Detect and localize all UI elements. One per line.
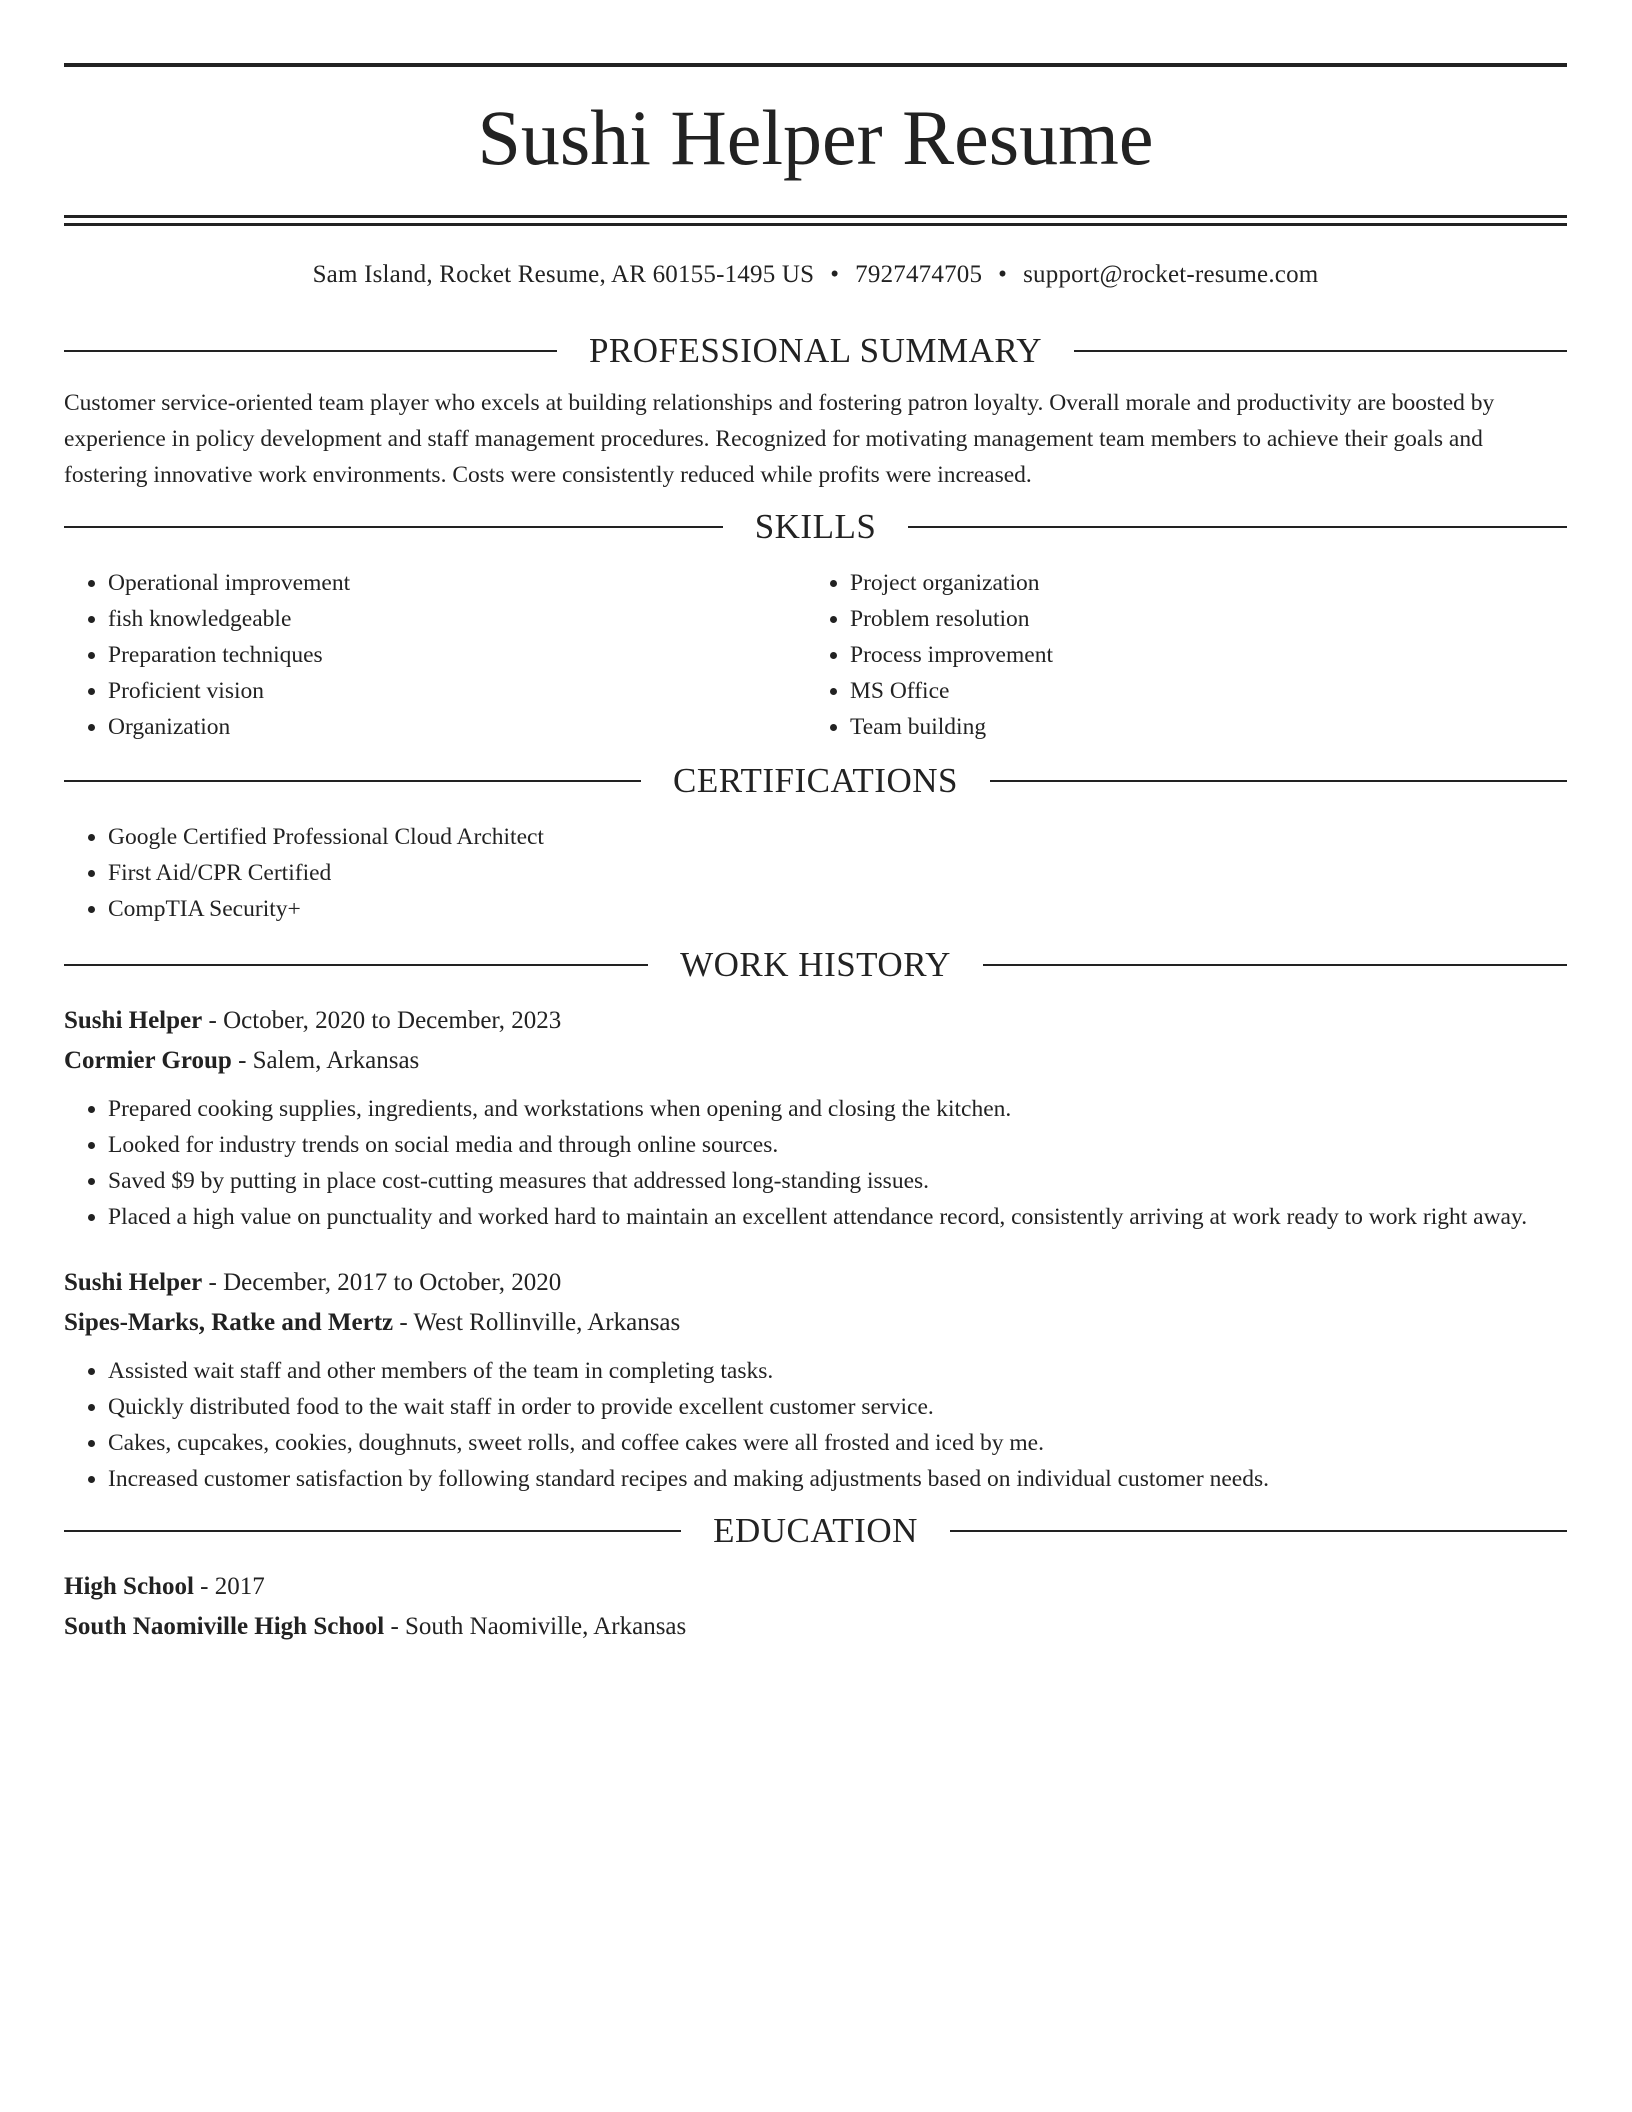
education-degree-line bbox=[64, 1567, 1567, 1607]
divider-line bbox=[64, 350, 557, 352]
dash: - bbox=[399, 1309, 408, 1336]
dash: - bbox=[208, 1269, 217, 1296]
job-bullet: • Looked for industry trends on social media and through online sources. bbox=[108, 1127, 1567, 1163]
contact-phone[interactable]: 7927474705 bbox=[855, 261, 983, 288]
job-title-line bbox=[64, 1001, 1567, 1041]
skills-column-left bbox=[64, 565, 806, 745]
contact-separator: • bbox=[998, 261, 1008, 288]
skill-item: • Project organization bbox=[850, 565, 1567, 601]
job-dates: December, 2017 to October, 2020 bbox=[223, 1269, 562, 1296]
skill-item: • Preparation techniques bbox=[108, 637, 806, 673]
job-bullet: • Saved $9 by putting in place cost-cutting measures that addressed long-standing issues. bbox=[108, 1163, 1567, 1199]
skill-item: • Proficient vision bbox=[108, 673, 806, 709]
certification-item: • Google Certified Professional Cloud Architect bbox=[108, 819, 1567, 855]
job-entry bbox=[64, 1263, 1567, 1497]
job-title: Sushi Helper bbox=[64, 1269, 203, 1296]
dash: - bbox=[238, 1047, 247, 1074]
skill-item: • fish knowledgeable bbox=[108, 601, 806, 637]
resume-page bbox=[64, 63, 1567, 1647]
job-bullet: • Quickly distributed food to the wait staff in order to provide excellent customer service. bbox=[108, 1389, 1567, 1425]
job-company-line bbox=[64, 1041, 1567, 1081]
job-location: West Rollinville, Arkansas bbox=[413, 1309, 681, 1336]
certifications-heading: CERTIFICATIONS bbox=[673, 761, 958, 800]
title-double-rule bbox=[64, 215, 1567, 226]
skills-column-right bbox=[806, 565, 1567, 745]
job-bullet: • Increased customer satisfaction by following standard recipes and making adjustments based on individual customer needs. bbox=[108, 1461, 1567, 1497]
job-entry bbox=[64, 1001, 1567, 1235]
certification-item: • First Aid/CPR Certified bbox=[108, 855, 1567, 891]
job-title: Sushi Helper bbox=[64, 1007, 203, 1034]
dash: - bbox=[200, 1573, 209, 1600]
skills-heading: SKILLS bbox=[754, 507, 877, 546]
job-title-line bbox=[64, 1263, 1567, 1303]
contact-separator: • bbox=[830, 261, 840, 288]
certifications-section-header bbox=[64, 759, 1567, 803]
skill-item: • Process improvement bbox=[850, 637, 1567, 673]
work-section-header bbox=[64, 943, 1567, 987]
skills-grid bbox=[64, 565, 1567, 745]
education-location: South Naomiville, Arkansas bbox=[405, 1613, 687, 1640]
job-company: Sipes-Marks, Ratke and Mertz bbox=[64, 1309, 394, 1336]
page-title: Sushi Helper Resume bbox=[477, 94, 1154, 181]
education-school: South Naomiville High School bbox=[64, 1613, 385, 1640]
job-bullets bbox=[64, 1353, 1567, 1497]
summary-text: Customer service-oriented team player who excels at building relationships and fostering patron loyalty. Overall morale and productivity are boosted by experience in policy development and staff management procedures. Recognized for motivating management team members to achieve their goals and fostering innovative work environments. Costs were consistently reduced while profits were increased. bbox=[64, 390, 1495, 488]
education-school-line bbox=[64, 1607, 1567, 1647]
skills-section-header bbox=[64, 505, 1567, 549]
skill-item: • Organization bbox=[108, 709, 806, 745]
education-year: 2017 bbox=[214, 1573, 265, 1600]
job-dates: October, 2020 to December, 2023 bbox=[223, 1007, 562, 1034]
dash: - bbox=[390, 1613, 399, 1640]
work-heading: WORK HISTORY bbox=[680, 945, 951, 984]
job-location: Salem, Arkansas bbox=[252, 1047, 420, 1074]
divider-line bbox=[908, 526, 1567, 528]
divider-line bbox=[64, 526, 723, 528]
education-heading: EDUCATION bbox=[713, 1511, 918, 1550]
divider-line bbox=[990, 780, 1567, 782]
contact-address: Sam Island, Rocket Resume, AR 60155-1495 US bbox=[312, 261, 815, 288]
education-degree: High School bbox=[64, 1573, 194, 1600]
skill-item: • Operational improvement bbox=[108, 565, 806, 601]
education-entry bbox=[64, 1567, 1567, 1647]
divider-line bbox=[950, 1530, 1567, 1532]
divider-line bbox=[1074, 350, 1567, 352]
certification-item: • CompTIA Security+ bbox=[108, 891, 1567, 927]
top-rule bbox=[64, 63, 1567, 67]
education-section-header bbox=[64, 1509, 1567, 1553]
dash: - bbox=[208, 1007, 217, 1034]
skill-item: • MS Office bbox=[850, 673, 1567, 709]
skill-item: • Team building bbox=[850, 709, 1567, 745]
divider-line bbox=[983, 964, 1567, 966]
job-bullet: • Placed a high value on punctuality and worked hard to maintain an excellent attendance record, consistently arriving at work ready to work right away. bbox=[108, 1199, 1567, 1235]
divider-line bbox=[64, 780, 641, 782]
job-bullet: • Prepared cooking supplies, ingredients, and workstations when opening and closing the kitchen. bbox=[108, 1091, 1567, 1127]
contact-email[interactable]: support@rocket-resume.com bbox=[1023, 261, 1319, 288]
job-bullet: • Cakes, cupcakes, cookies, doughnuts, sweet rolls, and coffee cakes were all frosted and iced by me. bbox=[108, 1425, 1567, 1461]
summary-heading: PROFESSIONAL SUMMARY bbox=[588, 331, 1043, 370]
job-bullets bbox=[64, 1091, 1567, 1235]
summary-section-header bbox=[64, 329, 1567, 373]
job-company: Cormier Group bbox=[64, 1047, 232, 1074]
job-company-line bbox=[64, 1303, 1567, 1343]
skill-item: • Problem resolution bbox=[850, 601, 1567, 637]
job-bullet: • Assisted wait staff and other members of the team in completing tasks. bbox=[108, 1353, 1567, 1389]
contact-line bbox=[64, 260, 1567, 290]
certifications-list bbox=[64, 819, 1567, 927]
divider-line bbox=[64, 1530, 681, 1532]
divider-line bbox=[64, 964, 648, 966]
